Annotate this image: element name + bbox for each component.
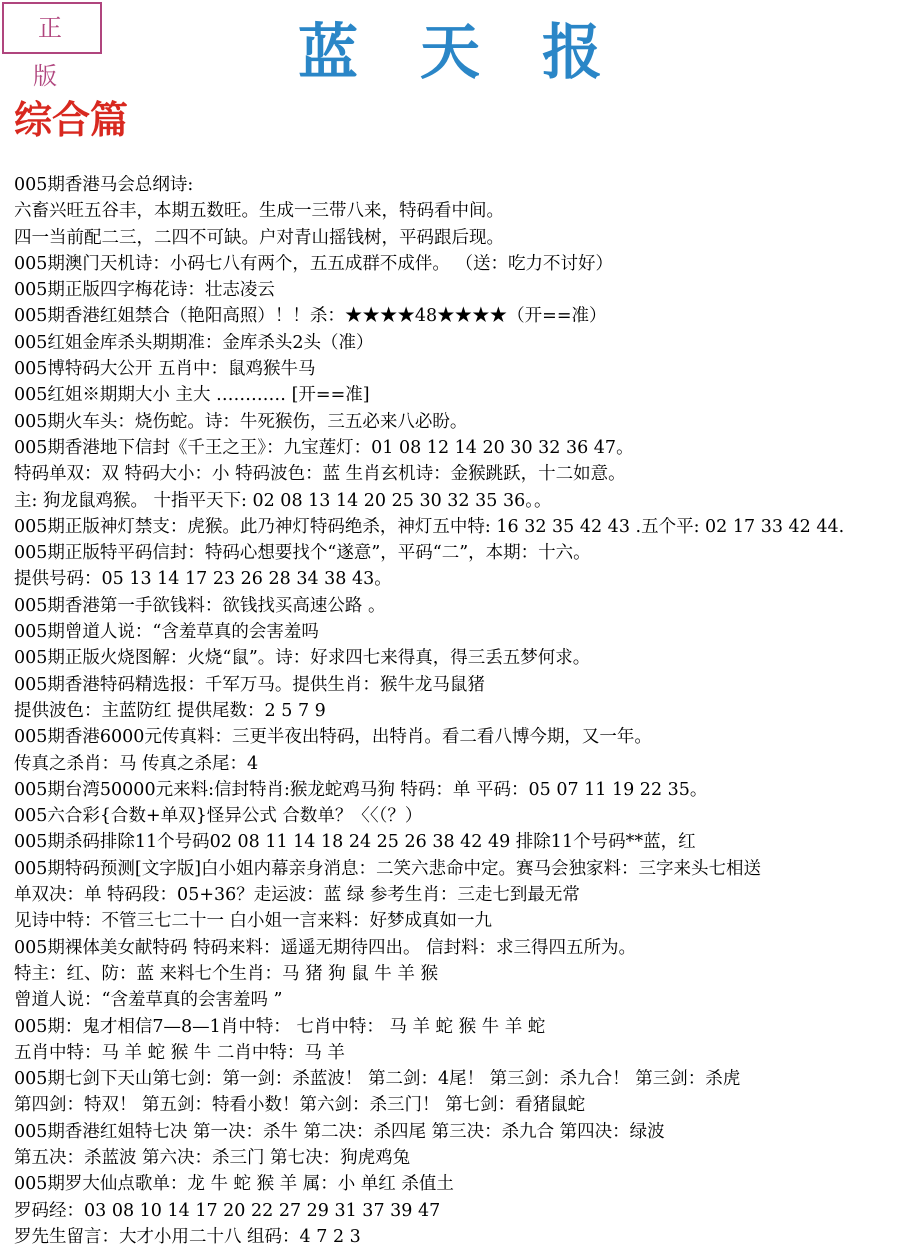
text-line: 005期杀码排除11个号码02 08 11 14 18 24 25 26 38 42 49 排除11个号码**蓝，红 xyxy=(14,832,696,853)
text-line: 005六合彩{合数+单双}怪异公式 合数单？〈〈（？） xyxy=(14,806,423,827)
text-line: 罗先生留言：大才小用二十八 组码：4 7 2 3 xyxy=(14,1226,361,1247)
text-line: 005红姐金库杀头期期准：金库杀头2头（准） xyxy=(14,332,374,353)
text-line: 提供号码：05 13 14 17 23 26 28 34 38 43。 xyxy=(14,569,392,590)
text-line: 005期正版特平码信封：特码心想要找个“遂意”，平码“二”，本期：十六。 xyxy=(14,543,591,564)
text-line: 四一当前配二三，二四不可缺。户对青山摇钱树，平码跟后现。 xyxy=(14,227,504,248)
text-line: 005期曾道人说：“含羞草真的会害羞吗 xyxy=(14,622,319,643)
text-line: 单双决：单 特码段：05+36？走运波：蓝 绿 参考生肖：三走七到最无常 xyxy=(14,885,580,906)
text-line: 005期特码预测[文字版]白小姐内幕亲身消息：二笑六悲命中定。赛马会独家料：三字来头七相送 xyxy=(14,858,762,879)
text-line: 主: 狗龙鼠鸡猴。 十指平天下: 02 08 13 14 20 25 30 32 35 36。。 xyxy=(14,490,552,511)
text-line: 005博特码大公开 五肖中：鼠鸡猴牛马 xyxy=(14,359,316,380)
text-line: 005期香港红姐禁合（艳阳高照）！！杀：★★★★48★★★★（开==准） xyxy=(14,306,607,327)
edition-badge: 正 版 xyxy=(2,2,102,54)
text-line: 005期香港地下信封《千王之王》：九宝莲灯：01 08 12 14 20 30 32 36 47。 xyxy=(14,437,634,458)
text-line: 五肖中特：马 羊 蛇 猴 牛 二肖中特：马 羊 xyxy=(14,1042,345,1063)
text-line: 特码单双：双 特码大小：小 特码波色：蓝 生肖玄机诗：金猴跳跃，十二如意。 xyxy=(14,464,626,485)
text-line: 005期：鬼才相信7—8—1肖中特： 七肖中特： 马 羊 蛇 猴 牛 羊 蛇 xyxy=(14,1016,546,1037)
text-line: 罗码经：03 08 10 14 17 20 22 27 29 31 37 39 47 xyxy=(14,1200,441,1221)
text-line: 005期火车头：烧伤蛇。诗：牛死猴伤，三五必来八必盼。 xyxy=(14,411,468,432)
text-line: 005期七剑下天山第七剑：第一剑：杀蓝波！ 第二剑：4尾！ 第三剑：杀九合！ 第三剑：杀虎 xyxy=(14,1069,741,1090)
text-line: 005期香港第一手欲钱料：欲钱找买高速公路 。 xyxy=(14,595,386,616)
text-line: 005期香港红姐特七决 第一决：杀牛 第二决：杀四尾 第三决：杀九合 第四决：绿波 xyxy=(14,1121,665,1142)
text-line: 曾道人说：“含羞草真的会害羞吗 ” xyxy=(14,990,283,1011)
text-line: 见诗中特：不管三七二十一 白小姐一言来料：好梦成真如一九 xyxy=(14,911,493,932)
text-line: 005期澳门天机诗：小码七八有两个，五五成群不成伴。 （送：吃力不讨好） xyxy=(14,253,613,274)
text-line: 005期台湾50000元来料:信封特肖:猴龙蛇鸡马狗 特码：单 平码：05 07 11 19 22 35。 xyxy=(14,779,708,800)
article-body xyxy=(14,172,900,1250)
text-line: 005期罗大仙点歌单：龙 牛 蛇 猴 羊 属：小 单红 杀值土 xyxy=(14,1174,454,1195)
text-line: 005期香港特码精选报：千军万马。提供生肖：猴牛龙马鼠猪 xyxy=(14,674,485,695)
page-title: 蓝天报 xyxy=(298,18,664,88)
text-line: 005期裸体美女献特码 特码来料：遥遥无期待四出。 信封料：求三得四五所为。 xyxy=(14,937,637,958)
text-line: 第四剑：特双！ 第五剑：特看小数！第六剑：杀三门！ 第七剑：看猪鼠蛇 xyxy=(14,1095,586,1116)
text-line: 005期正版神灯禁支：虎猴。此乃神灯特码绝杀，神灯五中特: 16 32 35 42 43 .五个平: 02 17 33 42 44. xyxy=(14,516,845,537)
text-line: 005红姐※期期大小 主大 ………… [开==准] xyxy=(14,385,370,406)
text-line: 005期香港马会总纲诗: xyxy=(14,175,194,195)
section-heading: 综合篇 xyxy=(14,97,129,142)
text-line: 提供波色：主蓝防红 提供尾数：2 5 7 9 xyxy=(14,700,326,721)
text-line: 005期香港6000元传真料：三更半夜出特码，出特肖。看二看八博今期，又一年。 xyxy=(14,727,652,748)
text-line: 005期正版火烧图解：火烧“鼠”。诗：好求四七来得真，得三丢五梦何求。 xyxy=(14,648,591,669)
text-line: 特主：红、防：蓝 来料七个生肖：马 猪 狗 鼠 牛 羊 猴 xyxy=(14,963,438,984)
text-line: 005期正版四字梅花诗：壮志凌云 xyxy=(14,280,275,301)
text-line: 六畜兴旺五谷丰，本期五数旺。生成一三带八来，特码看中间。 xyxy=(14,201,504,222)
text-line: 第五决：杀蓝波 第六决：杀三门 第七决：狗虎鸡兔 xyxy=(14,1147,411,1168)
text-line: 传真之杀肖：马 传真之杀尾：4 xyxy=(14,753,259,774)
